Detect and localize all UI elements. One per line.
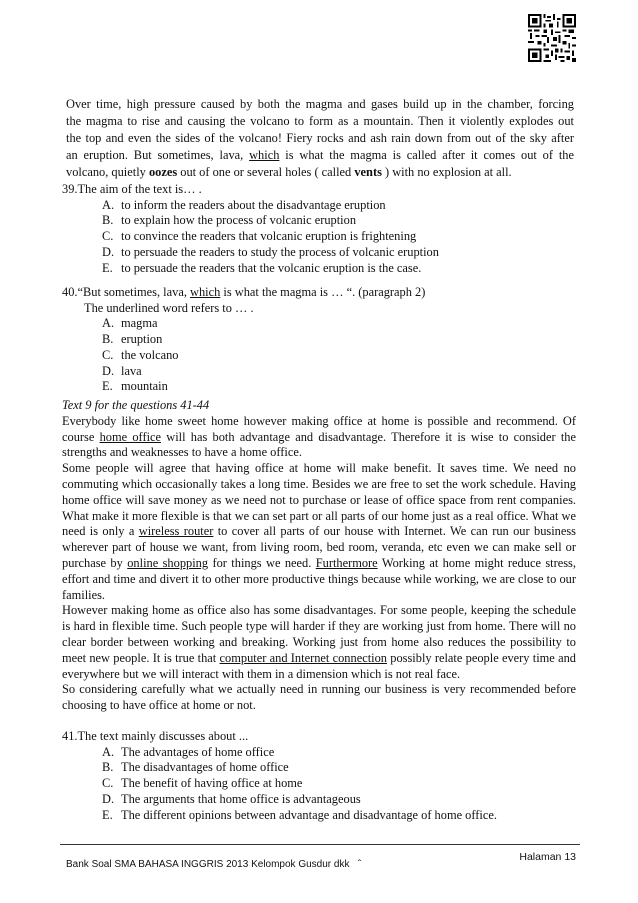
question-40 (62, 285, 425, 395)
option-text: The different opinions between advantage and disadvantage of home office. (121, 807, 497, 822)
bold-term-vents: vents (354, 165, 382, 179)
option-text: eruption (121, 332, 163, 347)
underlined-word: computer and Internet connection (219, 650, 387, 665)
underlined-word: which (190, 285, 221, 299)
text-run: for things we need. (208, 555, 316, 570)
text-run: out of one or several holes ( called (177, 165, 355, 179)
option-letter: E. (102, 260, 113, 275)
text-run: ) with no explosion at all. (381, 165, 512, 179)
passage-line: the magma to rise and causing the volcano to form as a mountain. Then it violently explodes out (66, 114, 574, 128)
question-stem: 41.The text mainly discusses about ... (62, 729, 249, 743)
option-item (62, 808, 497, 824)
text-run: is what the magma is called after it comes out of the (279, 148, 574, 162)
text-run: is what the magma is … “. (paragraph 2) (220, 285, 426, 299)
option-list (62, 745, 497, 824)
question-subtext: The underlined word refers to … . (84, 300, 254, 315)
option-letter: D. (102, 244, 115, 259)
option-text: to persuade the readers that the volcanic eruption is the case. (121, 260, 422, 275)
paragraph (62, 603, 576, 682)
option-item (62, 316, 425, 332)
text-run: Working at home might reduce stress, effort and time and divert it to other more productive things because while working, we are close to our families. (62, 555, 576, 602)
option-item (62, 245, 439, 261)
option-letter: C. (102, 347, 114, 362)
option-item (62, 261, 439, 277)
page-footer (60, 844, 580, 875)
text-run: to cover all parts of our house with Internet. We can run our business wherever part of house we want, from living room, bed room, veranda, etc even we can make sell or purchase by (62, 524, 576, 570)
section-heading: Text 9 for the questions 41-44 (62, 398, 210, 412)
option-letter: D. (102, 791, 115, 806)
passage-line (66, 147, 574, 164)
option-text: to explain how the process of volcanic eruption (121, 213, 357, 228)
option-item (62, 348, 425, 364)
option-letter: E. (102, 379, 113, 394)
question-39 (62, 182, 439, 276)
qr-code-image (528, 14, 576, 62)
underlined-word: wireless router (138, 524, 214, 539)
volcano-passage (66, 96, 574, 181)
text-run: Everybody like home sweet home however making office at home is possible and recommend. Of course (62, 413, 576, 444)
option-text: to persuade the readers to study the process of volcanic eruption (121, 244, 439, 259)
option-item (62, 745, 497, 761)
underlined-word: home office (99, 429, 162, 444)
footer-text: Bank Soal SMA BAHASA INGGRIS 2013 Kelompok Gusdur dkk (66, 859, 350, 870)
option-letter: D. (102, 363, 115, 378)
option-letter: C. (102, 776, 114, 791)
text-9-section (62, 398, 576, 714)
text-run: Some people will agree that having office at home will make benefit. It saves time. We need no commuting which occasionally takes a long time. Besides we are free to set the work schedule. Having home office will save money as we need not to purchase or lease of office space from rent companies. What make it more flexible is that we can set part or all parts of our home just as a real office. What we need is only a (62, 461, 576, 539)
option-letter: B. (102, 332, 114, 347)
footer-mark: ˆ (357, 859, 362, 870)
option-letter: B. (102, 760, 114, 775)
passage-line (66, 164, 574, 181)
option-item (62, 213, 439, 229)
passage-line: the top and even the sides of the volcano! Fiery rocks and ash rain down from out of the sky after (66, 131, 574, 145)
option-text: the volcano (121, 347, 179, 362)
paragraph: So considering carefully what we actually need in running our business is very recommended before choosing to have office at home or not. (62, 682, 576, 713)
text-run: However making home as office also has some disadvantages. For some people, keeping the schedule is hard in flexible time. Such people type will harder if they are working just from home. There will no clear border between working and breaking. Working just from home also reduces the possibility to meet new people. It is true that (62, 603, 576, 665)
text-run: will has both advantage and disadvantage. Therefore it is wise to consider the strengths and weaknesses to have a home office. (62, 429, 576, 460)
underlined-word: Furthermore (315, 555, 378, 570)
passage-line: Over time, high pressure caused by both the magma and gases build up in the chamber, forcing (66, 97, 574, 111)
text-run: volcano, quietly (66, 165, 149, 179)
underlined-word: online shopping (127, 555, 209, 570)
option-letter: A. (102, 744, 115, 759)
option-text: The advantages of home office (121, 744, 275, 759)
option-letter: A. (102, 316, 115, 331)
option-letter: B. (102, 213, 114, 228)
option-letter: C. (102, 229, 114, 244)
option-item (62, 792, 497, 808)
option-letter: A. (102, 197, 115, 212)
option-item (62, 332, 425, 348)
option-text: The disadvantages of home office (121, 760, 289, 775)
option-item (62, 229, 439, 245)
option-text: lava (121, 363, 142, 378)
option-text: The benefit of having office at home (121, 776, 303, 791)
option-letter: E. (102, 807, 113, 822)
option-item (62, 364, 425, 380)
option-item (62, 198, 439, 214)
option-item (62, 379, 425, 395)
underlined-word: which (249, 148, 280, 162)
question-stem: 39.The aim of the text is… . (62, 182, 202, 196)
option-text: mountain (121, 379, 168, 394)
bold-term-oozes: oozes (148, 165, 178, 179)
paragraph (62, 461, 576, 603)
page-number: Halaman 13 (519, 851, 576, 863)
option-list (62, 198, 439, 277)
footer-source (66, 859, 361, 870)
question-stem (62, 285, 425, 301)
option-text: to convince the readers that volcanic eruption is frightening (121, 229, 417, 244)
paragraph (62, 414, 576, 461)
option-text: to inform the readers about the disadvantage eruption (121, 197, 386, 212)
option-text: The arguments that home office is advantageous (121, 791, 361, 806)
text-run: possibly relate people every time and everywhere but we will interact with them in a dimension which is not real face. (62, 650, 576, 681)
option-item (62, 760, 497, 776)
question-41 (62, 729, 497, 823)
text-run: an eruption. But sometimes, lava, (66, 148, 250, 162)
text-run: 40.“But sometimes, lava, (62, 285, 191, 299)
option-text: magma (121, 316, 158, 331)
option-item (62, 776, 497, 792)
option-list (62, 316, 425, 395)
